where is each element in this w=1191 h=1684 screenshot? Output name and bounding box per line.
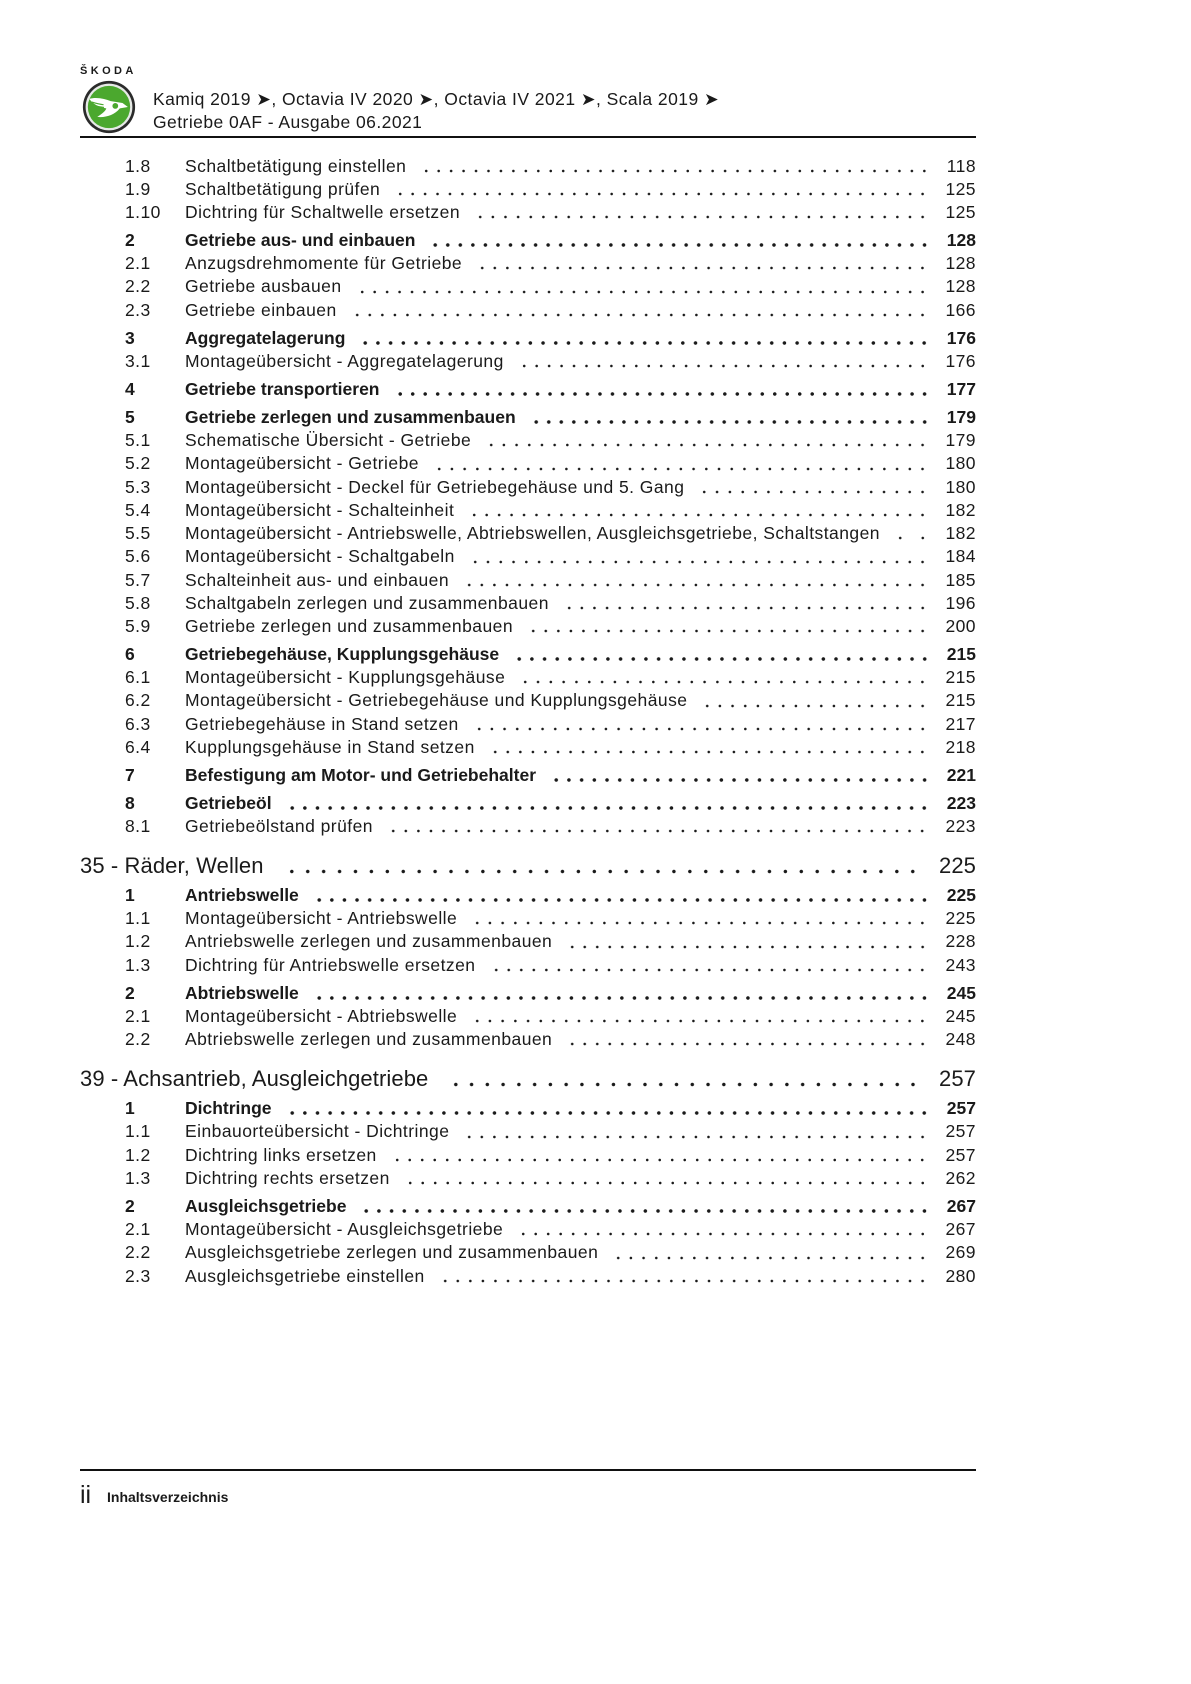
entry-title: Montageübersicht - Antriebswelle, Abtriebswellen, Ausgleichsgetriebe, Schaltstangen	[185, 523, 880, 543]
toc-section	[0, 229, 976, 252]
dot-leader	[490, 954, 930, 977]
page-number: 262	[945, 1167, 976, 1188]
toc-entry	[0, 1144, 976, 1167]
dot-leader	[463, 569, 929, 592]
toc-entry	[0, 736, 976, 759]
dot-leader	[351, 299, 930, 322]
entry-title: Schaltbetätigung einstellen	[185, 155, 407, 176]
header-models: Kamiq 2019 ➤, Octavia IV 2020 ➤, Octavia IV 2021 ➤, Scala 2019 ➤	[153, 89, 720, 109]
page-number: 185	[945, 569, 976, 590]
page-number: 267	[945, 1219, 976, 1240]
entry-number: 1.8	[125, 155, 151, 176]
toc-section	[0, 378, 976, 401]
footer-section-title: Inhaltsverzeichnis	[107, 1489, 229, 1505]
dot-leader	[284, 852, 921, 879]
entry-number: 5.3	[125, 476, 151, 497]
page-number: 125	[945, 202, 976, 222]
dot-leader	[313, 982, 931, 1005]
page-number: 196	[945, 592, 976, 613]
dot-leader	[468, 499, 929, 522]
dot-leader	[448, 1065, 921, 1092]
toc-section	[0, 406, 976, 429]
toc-entry	[0, 954, 976, 977]
page-number: 257	[938, 1066, 976, 1092]
entry-title: Montageübersicht - Schaltgabeln	[185, 546, 455, 567]
page-number: 176	[945, 350, 976, 371]
page-number: 257	[946, 1098, 976, 1119]
entry-title: Getriebeöl	[185, 792, 272, 813]
toc-entry	[0, 252, 976, 275]
page-number: 118	[946, 155, 976, 176]
entry-number: 8	[125, 792, 135, 813]
entry-number: 1.1	[125, 908, 151, 929]
entry-number: 3.1	[125, 350, 151, 371]
page-number: 223	[945, 816, 976, 837]
toc-entry	[0, 713, 976, 736]
toc-entry	[0, 476, 976, 499]
page-number: 248	[945, 1029, 976, 1050]
dot-leader	[474, 201, 929, 224]
entry-number: 5.8	[125, 592, 151, 613]
page-number: 128	[946, 229, 976, 250]
dot-leader	[530, 406, 931, 429]
entry-number: 1.3	[125, 954, 151, 975]
page-number: 125	[945, 178, 976, 199]
page-number: 182	[945, 523, 976, 543]
page-number: 269	[945, 1242, 976, 1263]
entry-number: 2.2	[125, 1029, 151, 1050]
entry-title: Montageübersicht - Antriebswelle	[185, 908, 458, 929]
toc-entry	[0, 1005, 976, 1028]
entry-number: 6	[125, 643, 135, 664]
entry-number: 5.7	[125, 569, 151, 590]
page-number: 179	[946, 406, 976, 427]
entry-title: Dichtring rechts ersetzen	[185, 1167, 390, 1188]
entry-title: Montageübersicht - Getriebe	[185, 453, 419, 474]
entry-number: 2.1	[125, 1005, 151, 1026]
page-number: 243	[945, 954, 976, 975]
entry-number: 1.1	[125, 1121, 151, 1142]
dot-leader	[701, 689, 929, 712]
entry-title: Dichtring links ersetzen	[185, 1144, 377, 1165]
entry-title: Ausgleichsgetriebe	[185, 1195, 347, 1216]
toc-entry	[0, 1265, 976, 1288]
entry-number: 1.2	[125, 931, 151, 952]
toc-entry	[0, 178, 976, 201]
entry-title: Dichtringe	[185, 1098, 272, 1119]
dot-leader	[469, 545, 930, 568]
dot-leader	[404, 1167, 930, 1190]
dot-leader	[356, 275, 930, 298]
dot-leader	[518, 350, 930, 373]
entry-title: Schaltgabeln zerlegen und zusammenbauen	[185, 592, 549, 613]
toc-entry	[0, 592, 976, 615]
entry-number: 5	[125, 406, 135, 427]
toc-entry	[0, 275, 976, 298]
entry-number: 2.3	[125, 1265, 151, 1286]
page-number: 200	[945, 616, 976, 636]
page-number: 177	[946, 378, 976, 399]
entry-title: Aggregatelagerung	[185, 327, 346, 348]
toc-entry	[0, 499, 976, 522]
entry-number: 1.3	[125, 1167, 151, 1188]
footer-page-number: ii	[80, 1481, 92, 1509]
dot-leader	[391, 1144, 930, 1167]
toc-section	[0, 884, 976, 907]
entry-title: Getriebe aus- und einbauen	[185, 229, 416, 250]
entry-number: 5.6	[125, 546, 151, 567]
dot-leader	[563, 592, 930, 615]
page-number: 257	[945, 1121, 976, 1142]
toc-chapter	[0, 1065, 976, 1092]
entry-number: 2.1	[125, 253, 151, 274]
dot-leader	[471, 907, 929, 930]
toc-entry	[0, 1120, 976, 1143]
toc-entry	[0, 299, 976, 322]
dot-leader	[429, 229, 930, 252]
entry-number: 6.4	[125, 736, 151, 757]
logo-eye	[112, 103, 118, 109]
entry-title: Anzugsdrehmomente für Getriebe	[185, 253, 463, 274]
entry-title: Abtriebswelle zerlegen und zusammenbauen	[185, 1029, 553, 1050]
page-number: 218	[945, 736, 976, 757]
entry-title: Dichtring für Schaltwelle ersetzen	[185, 202, 460, 222]
page-number: 225	[938, 853, 976, 878]
toc-entry	[0, 1167, 976, 1190]
dot-leader	[566, 930, 929, 953]
dot-leader	[359, 327, 930, 350]
dot-leader	[420, 155, 930, 178]
entry-title: Montageübersicht - Aggregatelagerung	[185, 350, 504, 371]
header-rule	[80, 136, 976, 138]
page-number: 245	[945, 1005, 976, 1026]
entry-number: 5.9	[125, 616, 151, 636]
page-number: 182	[945, 499, 976, 520]
dot-leader	[527, 615, 929, 638]
dot-leader	[286, 792, 931, 815]
entry-title: Montageübersicht - Kupplungsgehäuse	[185, 667, 506, 688]
entry-title: Montageübersicht - Schalteinheit	[185, 499, 455, 520]
dot-leader	[313, 884, 931, 907]
entry-title: Dichtring für Antriebswelle ersetzen	[185, 954, 476, 975]
toc-entry	[0, 1241, 976, 1264]
entry-number: 1.2	[125, 1144, 151, 1165]
page-number: 245	[946, 982, 976, 1003]
dot-leader	[286, 1097, 931, 1120]
entry-number: 5.5	[125, 523, 151, 543]
entry-title: Getriebe ausbauen	[185, 276, 342, 297]
page-number: 184	[945, 546, 976, 567]
entry-number: 4	[125, 378, 135, 399]
toc-section	[0, 1097, 976, 1120]
entry-title: Ausgleichsgetriebe einstellen	[185, 1265, 425, 1286]
page-number: 215	[945, 667, 976, 688]
dot-leader	[394, 378, 931, 401]
page-number: 128	[945, 276, 976, 297]
entry-number: 2.1	[125, 1219, 151, 1240]
dot-leader	[476, 252, 929, 275]
entry-number: 1.9	[125, 178, 151, 199]
entry-title: Getriebe zerlegen und zusammenbauen	[185, 406, 516, 427]
entry-title: Getriebe einbauen	[185, 299, 337, 320]
entry-number: 5.4	[125, 499, 151, 520]
entry-number: 6.3	[125, 713, 151, 734]
toc-entry	[0, 815, 976, 838]
toc-entry	[0, 522, 976, 545]
entry-number: 2.2	[125, 276, 151, 297]
page-number: 215	[946, 643, 976, 664]
toc-entry	[0, 907, 976, 930]
toc-section	[0, 1195, 976, 1218]
entry-number: 1	[125, 1098, 135, 1119]
dot-leader	[485, 429, 929, 452]
dot-leader	[471, 1005, 929, 1028]
page-number: 128	[945, 253, 976, 274]
entry-title: Getriebeölstand prüfen	[185, 816, 373, 837]
entry-title: Schalteinheit aus- und einbauen	[185, 569, 449, 590]
entry-title: Schaltbetätigung prüfen	[185, 178, 381, 199]
entry-number: 2.2	[125, 1242, 151, 1263]
toc-section	[0, 982, 976, 1005]
entry-title: Schematische Übersicht - Getriebe	[185, 430, 472, 450]
page-number: 223	[946, 792, 976, 813]
dot-leader	[519, 666, 929, 689]
dot-leader	[387, 815, 930, 838]
entry-title: Getriebegehäuse, Kupplungsgehäuse	[185, 643, 500, 664]
entry-title: Montageübersicht - Getriebegehäuse und Kupplungsgehäuse	[185, 690, 688, 711]
entry-number: 6.1	[125, 667, 151, 688]
page-number: 221	[946, 764, 976, 785]
page-number: 225	[946, 884, 976, 905]
page-number: 180	[945, 476, 976, 497]
entry-title: Abtriebswelle	[185, 982, 299, 1003]
entry-title: 35 - Räder, Wellen	[80, 853, 264, 878]
entry-title: Getriebe transportieren	[185, 378, 380, 399]
entry-title: Montageübersicht - Deckel für Getriebegehäuse und 5. Gang	[185, 476, 685, 497]
dot-leader	[489, 736, 930, 759]
entry-number: 2	[125, 1195, 135, 1216]
toc-entry	[0, 429, 976, 452]
dot-leader	[612, 1241, 929, 1264]
entry-number: 2	[125, 982, 135, 1003]
toc-entry	[0, 1028, 976, 1051]
entry-title: Getriebe zerlegen und zusammenbauen	[185, 616, 514, 636]
toc-section	[0, 792, 976, 815]
toc-entry	[0, 350, 976, 373]
dot-leader	[698, 476, 929, 499]
entry-title: Befestigung am Motor- und Getriebehalter	[185, 764, 536, 785]
entry-number: 1	[125, 884, 135, 905]
toc-entry	[0, 666, 976, 689]
toc-entry	[0, 452, 976, 475]
page-number: 217	[945, 713, 976, 734]
toc-entry	[0, 930, 976, 953]
page-number: 228	[945, 931, 976, 952]
dot-leader	[463, 1120, 929, 1143]
dot-leader	[360, 1195, 930, 1218]
entry-title: Einbauorteübersicht - Dichtringe	[185, 1121, 450, 1142]
entry-title: Ausgleichsgetriebe zerlegen und zusammenbauen	[185, 1242, 599, 1263]
toc-entry	[0, 201, 976, 224]
page-number: 180	[945, 453, 976, 474]
entry-title: Antriebswelle	[185, 884, 299, 905]
table-of-contents	[0, 155, 976, 1288]
entry-title: Montageübersicht - Abtriebswelle	[185, 1005, 458, 1026]
page-number: 280	[945, 1265, 976, 1286]
page-number: 225	[945, 908, 976, 929]
entry-number: 3	[125, 327, 135, 348]
footer-rule	[80, 1469, 976, 1471]
page-number: 215	[945, 690, 976, 711]
entry-number: 2	[125, 229, 135, 250]
entry-number: 7	[125, 764, 135, 785]
toc-section	[0, 764, 976, 787]
skoda-wordmark: ŠKODA	[80, 65, 137, 77]
dot-leader	[566, 1028, 929, 1051]
dot-leader	[894, 522, 929, 545]
skoda-logo-icon	[82, 80, 136, 134]
toc-entry	[0, 1218, 976, 1241]
entry-title: Antriebswelle zerlegen und zusammenbauen	[185, 931, 553, 952]
header-edition: Getriebe 0AF - Ausgabe 06.2021	[153, 112, 423, 132]
page-number: 267	[946, 1195, 976, 1216]
dot-leader	[433, 452, 930, 475]
entry-title: Montageübersicht - Ausgleichsgetriebe	[185, 1219, 504, 1240]
toc-section	[0, 327, 976, 350]
page-number: 166	[945, 299, 976, 320]
toc-section	[0, 643, 976, 666]
dot-leader	[517, 1218, 929, 1241]
toc-chapter	[0, 852, 976, 879]
toc-entry	[0, 545, 976, 568]
toc-entry	[0, 155, 976, 178]
dot-leader	[513, 643, 931, 666]
toc-entry	[0, 569, 976, 592]
entry-number: 5.2	[125, 453, 151, 474]
entry-number: 6.2	[125, 690, 151, 711]
page-number: 176	[946, 327, 976, 348]
page-number: 257	[945, 1144, 976, 1165]
dot-leader	[473, 713, 930, 736]
entry-title: 39 - Achsantrieb, Ausgleichgetriebe	[80, 1066, 429, 1092]
toc-entry	[0, 615, 976, 638]
toc-entry	[0, 689, 976, 712]
entry-number: 2.3	[125, 299, 151, 320]
entry-number: 5.1	[125, 430, 151, 450]
page-number: 179	[945, 430, 976, 450]
entry-number: 8.1	[125, 816, 151, 837]
dot-leader	[394, 178, 929, 201]
entry-title: Getriebegehäuse in Stand setzen	[185, 713, 459, 734]
entry-title: Kupplungsgehäuse in Stand setzen	[185, 736, 475, 757]
dot-leader	[550, 764, 931, 787]
entry-number: 1.10	[125, 202, 161, 222]
dot-leader	[439, 1265, 930, 1288]
